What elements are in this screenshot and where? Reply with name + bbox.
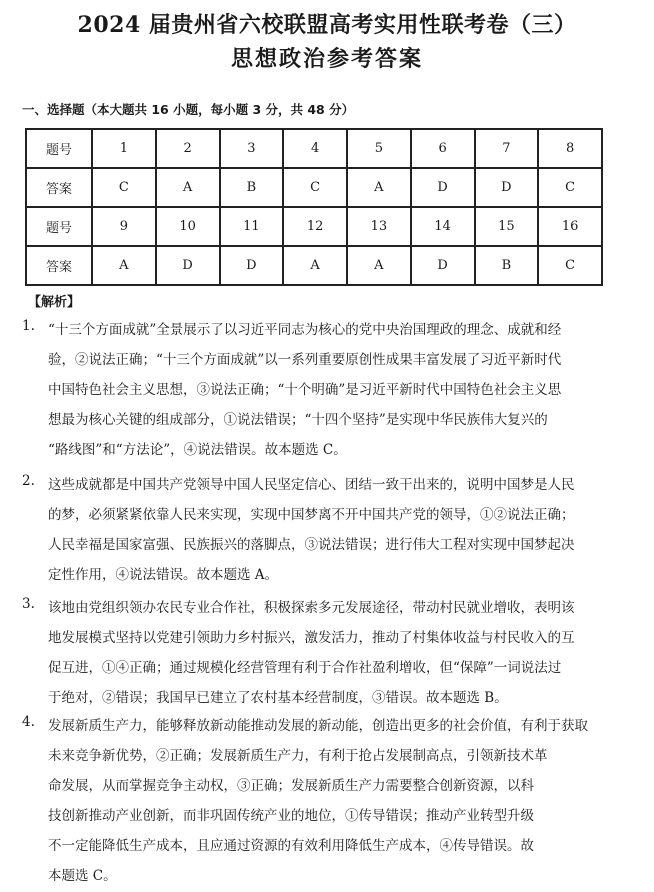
table-cell: A [156,168,220,207]
table-cell: C [92,168,156,207]
row-label: 答案 [26,168,92,207]
document-title: 2024 届贵州省六校联盟高考实用性联考卷（三） [77,12,577,38]
table-cell: 4 [283,129,347,168]
analysis-text-line: 该地由党组织领办农民专业合作社，积极探索多元发展途径，带动村民就业增收，表明该 [48,600,575,616]
table-cell: B [220,168,284,207]
item-number: 1. [22,318,35,334]
table-cell: D [411,246,475,285]
table-cell: 2 [156,129,220,168]
analysis-text-line: 的梦，必须紧紧依靠人民来实现，实现中国梦离不开中国共产党的领导，①②说法正确； [48,507,575,523]
table-cell: D [475,168,539,207]
table-cell: 5 [347,129,411,168]
table-cell: B [475,246,539,285]
analysis-label: 【解析】 [28,295,81,310]
table-row [26,168,602,207]
row-label: 答案 [26,246,92,285]
table-cell: C [538,168,602,207]
table-cell: 3 [220,129,284,168]
table-cell: D [220,246,284,285]
table-cell: A [283,246,347,285]
table-cell: 16 [538,207,602,246]
analysis-text-line: 定性作用，④说法错误。故本题选 A。 [48,567,279,583]
item-number: 3. [22,596,35,612]
analysis-text-line: 人民幸福是国家富强、民族振兴的落脚点，③说法错误；进行伟大工程对实现中国梦起决 [48,537,575,553]
analysis-text-line: 中国特色社会主义思想，③说法正确；“十个明确”是习近平新时代中国特色社会主义思 [48,382,562,398]
table-cell: 7 [475,129,539,168]
analysis-text-line: 命发展，从而掌握竞争主动权，③正确；发展新质生产力需要整合创新资源，以科 [48,778,534,794]
analysis-text-line: 地发展模式坚持以党建引领助力乡村振兴，激发活力，推动了村集体收益与村民收入的互 [48,630,575,646]
row-label: 题号 [26,129,92,168]
item-number: 4. [22,714,35,730]
table-cell: 11 [220,207,284,246]
item-number: 2. [22,473,35,489]
analysis-text-line: 本题选 C。 [48,868,117,884]
analysis-text-line: 想最为核心关键的组成部分，①说法错误；“十四个坚持”是实现中华民族伟大复兴的 [48,412,548,428]
analysis-text-line: 技创新推动产业创新，而非巩固传统产业的地位，①传导错误；推动产业转型升级 [48,808,534,824]
table-cell: 8 [538,129,602,168]
table-cell: 9 [92,207,156,246]
table-cell: 14 [411,207,475,246]
document-subtitle: 思想政治参考答案 [230,46,423,72]
table-cell: 1 [92,129,156,168]
analysis-text-line: 这些成就都是中国共产党领导中国人民坚定信心、团结一致干出来的，说明中国梦是人民 [48,477,575,493]
analysis-text-line: 未来竞争新优势，②正确；发展新质生产力，有利于抢占发展制高点，引领新技术革 [48,748,548,764]
table-row [26,207,602,246]
table-cell: D [411,168,475,207]
table-row [26,129,602,168]
table-cell: 13 [347,207,411,246]
table-cell: D [156,246,220,285]
answer-table [25,128,603,286]
table-cell: C [283,168,347,207]
table-cell: C [538,246,602,285]
analysis-text-line: 于绝对，②错误；我国早已建立了农村基本经营制度，③错误。故本题选 B。 [48,690,508,706]
table-cell: 6 [411,129,475,168]
analysis-text-line: 发展新质生产力，能够释放新动能推动发展的新动能，创造出更多的社会价值，有利于获取 [48,718,588,734]
analysis-text-line: 验，②说法正确；“十三个方面成就”以一系列重要原创性成果丰富发展了习近平新时代 [48,352,562,368]
section-heading: 一、选择题（本大题共 16 小题，每小题 3 分，共 48 分） [22,102,355,117]
analysis-text-line: 促互进，①④正确；通过规模化经营管理有利于合作社盈利增收，但“保障”一词说法过 [48,660,562,676]
row-label: 题号 [26,207,92,246]
table-cell: 12 [283,207,347,246]
analysis-text-line: “路线图”和“方法论”，④说法错误。故本题选 C。 [48,442,347,458]
table-cell: 10 [156,207,220,246]
analysis-text-line: “十三个方面成就”全景展示了以习近平同志为核心的党中央治国理政的理念、成就和经 [48,322,562,338]
table-cell: 15 [475,207,539,246]
table-row [26,246,602,285]
table-cell: A [92,246,156,285]
table-cell: A [347,168,411,207]
analysis-text-line: 不一定能降低生产成本，且应通过资源的有效利用降低生产成本，④传导错误。故 [48,838,534,854]
table-cell: A [347,246,411,285]
